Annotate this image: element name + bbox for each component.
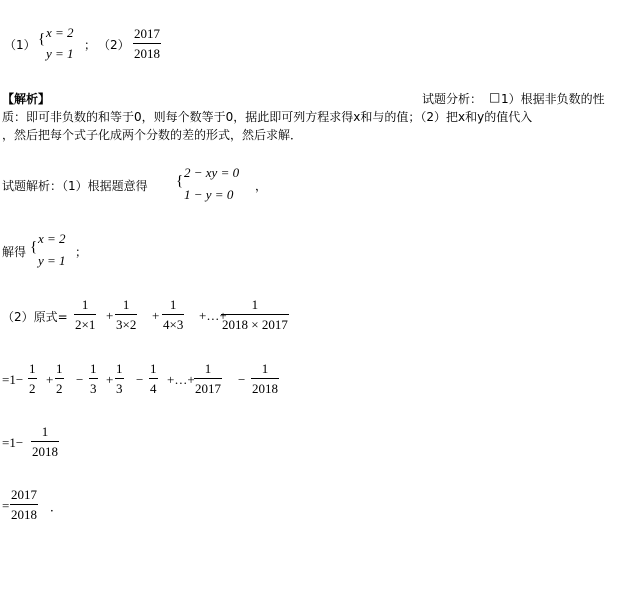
solution-system-brace: { (176, 173, 184, 189)
analysis-intro: 试题分析： (422, 92, 483, 106)
fraction-denominator: 4×3 (163, 317, 184, 332)
fraction-numerator: 1 (116, 361, 123, 376)
box-glyph: □ (489, 90, 501, 104)
expand-fraction-2 (55, 361, 64, 396)
term-fraction-3 (162, 297, 184, 332)
fraction-numerator: 1 (81, 297, 89, 312)
fraction-numerator: 1 (261, 361, 269, 376)
fraction-bar (74, 314, 96, 315)
solution-comma: ， (255, 179, 268, 193)
answer-part1-eq2: y = 1 (46, 46, 74, 61)
solution-intro: 试题解析：（1）根据题意得 (2, 179, 148, 193)
fraction-denominator: 2018 (11, 507, 37, 522)
expand-fraction-5 (149, 361, 158, 396)
final-fraction (10, 487, 38, 522)
term-fraction-2 (115, 297, 137, 332)
fraction-bar (133, 43, 161, 44)
fraction-numerator: 1 (90, 361, 97, 376)
answer-part2-fraction (133, 26, 161, 61)
answer-part1-brace: { (38, 31, 46, 47)
fraction-denominator: 2018 (32, 444, 58, 459)
fraction-denominator: 2 (29, 381, 36, 396)
solve-end: ； (75, 245, 88, 259)
ellipsis-plus: +…+ (199, 308, 227, 323)
expand-fraction-3 (89, 361, 98, 396)
fraction-bar (251, 378, 279, 379)
expand-start: =1− (2, 372, 24, 387)
fraction-bar (115, 378, 124, 379)
fraction-numerator: 1 (204, 361, 212, 376)
answer-separator: ； (84, 38, 97, 52)
solve-label: 解得 (2, 245, 27, 259)
fraction-numerator: 2017 (134, 26, 160, 41)
expand-fraction-4 (115, 361, 124, 396)
fraction-bar (31, 441, 59, 442)
fraction-denominator: 2018 (134, 46, 160, 61)
minus-sign: − (76, 372, 84, 387)
step3-start: =1− (2, 435, 24, 450)
fraction-denominator: 2018 (252, 381, 278, 396)
fraction-denominator: 2018 × 2017 (222, 317, 288, 332)
fraction-denominator: 3 (116, 381, 123, 396)
answer-part2-label: （2） (98, 38, 130, 52)
plus-sign: + (152, 308, 160, 323)
final-equals: = (2, 498, 10, 513)
fraction-bar (10, 504, 38, 505)
final-end: ． (50, 500, 63, 514)
expand-fraction-7 (251, 361, 279, 396)
solve-eq2: y = 1 (38, 253, 66, 268)
fraction-numerator: 1 (29, 361, 36, 376)
term-fraction-4 (221, 297, 289, 332)
fraction-bar (149, 378, 158, 379)
term-fraction-1 (74, 297, 96, 332)
fraction-numerator: 1 (150, 361, 157, 376)
expand-fraction-1 (28, 361, 37, 396)
ellipsis-plus: +…+ (167, 372, 195, 387)
plus-sign: + (106, 372, 114, 387)
solution-eq2: 1 − y = 0 (184, 187, 234, 202)
solution-eq1: 2 − xy = 0 (184, 165, 240, 180)
solve-eq1: x = 2 (38, 231, 66, 246)
minus-sign: − (238, 372, 246, 387)
plus-sign: + (46, 372, 54, 387)
answer-part1-eq1: x = 2 (46, 25, 74, 40)
expand-fraction-6 (194, 361, 222, 396)
plus-sign: + (106, 308, 114, 323)
fraction-numerator: 2017 (11, 487, 37, 502)
fraction-denominator: 3 (90, 381, 97, 396)
answer-part1-label: （1） (4, 38, 36, 52)
fraction-bar (89, 378, 98, 379)
analysis-heading: 【解析】 (2, 92, 51, 106)
solve-brace: { (30, 239, 38, 255)
fraction-bar (28, 378, 37, 379)
fraction-denominator: 2017 (195, 381, 221, 396)
fraction-bar (55, 378, 64, 379)
fraction-denominator: 4 (150, 381, 157, 396)
fraction-bar (194, 378, 222, 379)
fraction-bar (115, 314, 137, 315)
fraction-denominator: 3×2 (116, 317, 137, 332)
fraction-denominator: 2×1 (75, 317, 96, 332)
fraction-numerator: 1 (251, 297, 259, 312)
step3-fraction (31, 424, 59, 459)
fraction-numerator: 1 (122, 297, 130, 312)
minus-sign: − (136, 372, 144, 387)
fraction-denominator: 2 (56, 381, 63, 396)
analysis-part1-text: 1）根据非负数的性 (501, 92, 605, 106)
part2-label: （2）原式= (2, 310, 68, 324)
fraction-numerator: 1 (56, 361, 63, 376)
fraction-numerator: 1 (169, 297, 177, 312)
analysis-line3: ，然后把每个式子化成两个分数的差的形式，然后求解． (2, 128, 303, 142)
analysis-line2: 质：即可非负数的和等于0，则每个数等于0，据此即可列方程求得x和与的值；（2）把x和y的值代入 (2, 110, 533, 124)
fraction-bar (221, 314, 289, 315)
fraction-bar (162, 314, 184, 315)
fraction-numerator: 1 (41, 424, 49, 439)
